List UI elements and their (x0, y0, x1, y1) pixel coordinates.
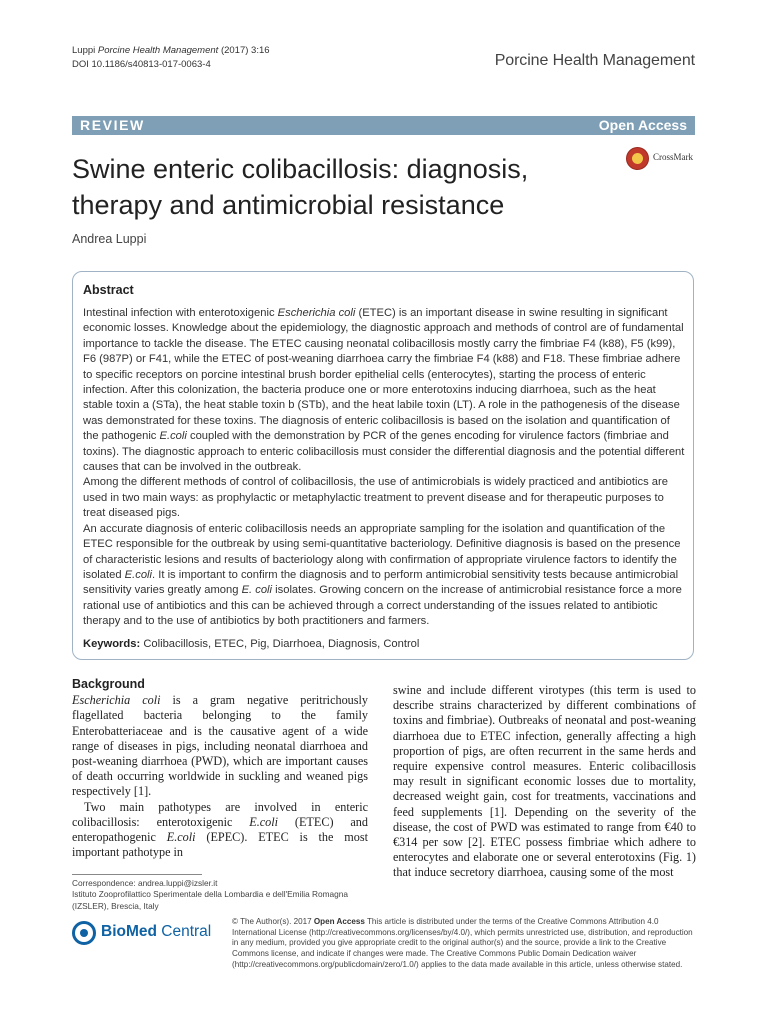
body-paragraph: swine and include different virotypes (this term is used to describe strains characterized by different combinations of toxins and fimbriae). Outbreaks of neonatal and post-weaning diarrhoea due to ETEC infection, generally affecting a high proportion of pigs, are often recurrent in the same herds and require expensive control measures. Enteric colibacillosis may result in significant economic losses due to mortality, decreased weight gain, cost for treatments, vaccinations and feed supplements [1]. Depending on the severity of the disease, the cost of PWD was estimated to range from €40 to €314 per sow [2]. ETEC possess fimbriae which adhere to enterocytes and elaborate one or several enterotoxins (Fig. 1) that induce secretory diarrhoea, causing some of the most (393, 683, 696, 880)
citation-author: Luppi (72, 45, 96, 56)
abstract-paragraph: Intestinal infection with enterotoxigenic Escherichia coli (ETEC) is an important disease in swine resulting in significant economic losses. Knowledge about the epidemiology, the diagnostic approach and methods of control are of fundamental importance to tackle the disease. The ETEC causing neonatal colibacillosis mostly carry the fimbriae F4 (k88), F5 (k99), F6 (987P) or F41, while the ETEC of post-weaning diarrhoea carry the fimbriae F4 (k88) and F18. These fimbriae adhere to specific receptors on porcine intestinal brush border epithelial cells (enterocytes), starting the process of enteric infection. After this colonization, the bacteria produce one or more enterotoxins inducing diarrhoea, such as the heat stable toxin a (STa), the heat stable toxin b (STb), and the heat labile toxin (LT). A role in the pathogenesis of the disease was demonstrated for these toxins. The diagnosis of enteric colibacillosis is based on the isolation and quantification of the pathogenic E.coli coupled with the demonstration by PCR of the genes encoding for virulence factors (fimbriae and toxins). The diagnostic approach to enteric colibacillosis must consider the differential diagnosis and the potential different causes that can be involved in the outbreak. (83, 307, 685, 474)
body-column-right (393, 683, 696, 881)
abstract-paragraph: An accurate diagnosis of enteric colibacillosis needs an appropriate sampling for the isolation and quantification of the ETEC responsible for the outbreak by using semi-quantitative bacteriology. Definitive diagnosis is based on the presence of characteristic lesions and results of bacteriology along with confirmation of appropriate virulence factors to identify the isolated E.coli. It is important to confirm the diagnosis and to perform antimicrobial sensitivity tests because antimicrobial sensitivity varies greatly among E. coli isolates. Growing concern on the increase of antimicrobial resistance force a more rational use of antibiotics and this can be achieved through a correct understanding of the issues related to antibiotic therapy and to the use of antibiotics by both practitioners and farmers. (83, 522, 682, 628)
title-line-1: Swine enteric colibacillosis: diagnosis, (72, 154, 529, 184)
citation-line (72, 44, 270, 57)
crossmark-icon (626, 147, 649, 170)
body-column-left (72, 677, 368, 860)
footnote (72, 878, 372, 912)
body-paragraph: Escherichia coli is a gram negative peritrichously flagellated bacteria belonging to the family Enterobatteriaceae and is the causative agent of a wide range of diseases in pigs, including neonatal diarrhoea and post-weaning diarrhoea (PWD), which are important causes of death occurring worldwide in suckling and weaned pigs respectively [1]. (72, 693, 368, 799)
author-name: Andrea Luppi (72, 232, 147, 246)
abstract-text (83, 306, 687, 630)
abstract-box (72, 271, 694, 660)
section-heading-background: Background (72, 677, 145, 691)
citation-journal: Porcine Health Management (97, 45, 219, 56)
journal-name: Porcine Health Management (494, 52, 695, 69)
affiliation: Istituto Zooprofilattico Sperimentale della Lombardia e dell'Emilia Romagna (IZSLER), Brescia, Italy (72, 889, 348, 911)
body-paragraph: Two main pathotypes are involved in enteric colibacillosis: enterotoxigenic E.coli (ETEC) and enteropathogenic E.coli (EPEC). ETEC is the most important pathotype in (72, 799, 368, 860)
keywords-list: Colibacillosis, ETEC, Pig, Diarrhoea, Diagnosis, Control (143, 638, 420, 650)
article-type-banner (72, 116, 695, 135)
biomed-central-wordmark: BioMed Central (101, 923, 212, 940)
article-title (72, 151, 612, 223)
doi[interactable]: DOI 10.1186/s40813-017-0063-4 (72, 59, 211, 70)
open-access-label: Open Access (598, 117, 687, 133)
article-type-label: REVIEW (80, 117, 145, 133)
license-open-access: Open Access (313, 917, 365, 926)
keywords-label: Keywords: (83, 638, 141, 650)
title-line-2: therapy and antimicrobial resistance (72, 190, 505, 220)
abstract-heading: Abstract (83, 283, 134, 297)
abstract-paragraph: Among the different methods of control of colibacillosis, the use of antimicrobials is widely practiced and antibiotics are used in two main ways: as prophylactic or metaphylactic treatment to prevent disease and for therapeutic purposes to treat diseased pigs. (83, 476, 668, 520)
crossmark-label: CrossMark (653, 152, 693, 162)
footnote-divider (72, 874, 202, 875)
crossmark-badge[interactable] (626, 146, 706, 170)
license-text: © The Author(s). 2017 Open Access This article is distributed under the terms of the Creative Commons Attribution 4.0 International License (http://creativecommons.org/licenses/by/4.0/), which permits unrestricted use, distribution, and reproduction in any medium, provided you give appropriate credit to the original author(s) and the source, provide a link to the Creative Commons license, and indicate if changes were made. The Creative Commons Public Domain Dedication waiver (http://creativecommons.org/publicdomain/zero/1.0/) applies to the data made available in this article, unless otherwise stated. (232, 917, 693, 969)
biomed-central-icon (72, 921, 96, 945)
keywords (83, 638, 419, 650)
biomed-central-logo[interactable] (72, 921, 222, 947)
citation-volume: (2017) 3:16 (220, 45, 270, 56)
correspondence: Correspondence: andrea.luppi@izsler.it (72, 878, 218, 888)
